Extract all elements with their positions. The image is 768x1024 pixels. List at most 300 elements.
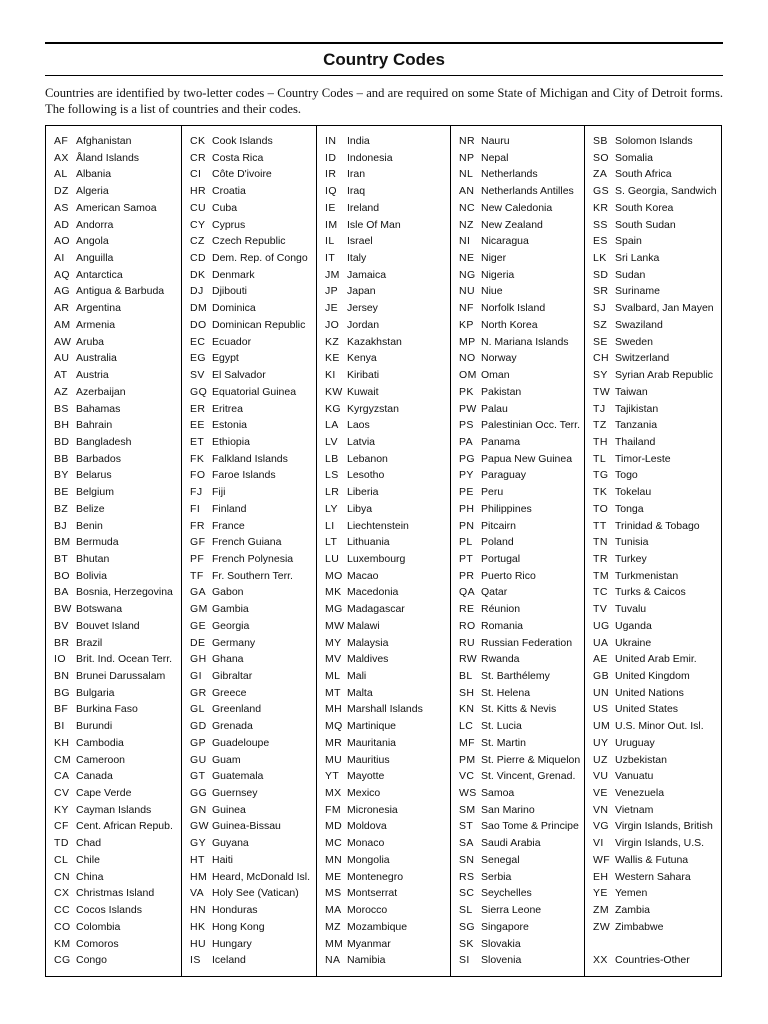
- country-code: PT: [459, 552, 474, 565]
- country-entry: [459, 869, 584, 886]
- country-entry: [190, 568, 316, 585]
- country-name: Solomon Islands: [615, 135, 693, 147]
- country-code: ML: [325, 670, 341, 682]
- country-code: TM: [593, 569, 609, 582]
- country-code: MX: [325, 787, 342, 800]
- country-code: MU: [325, 753, 343, 766]
- country-code: KY: [54, 803, 69, 816]
- country-entry: [325, 701, 450, 718]
- country-entry: [593, 317, 721, 334]
- country-code: AZ: [54, 385, 69, 398]
- country-code: NG: [459, 268, 476, 281]
- country-code: CM: [54, 753, 72, 766]
- country-name: United States: [615, 703, 679, 716]
- country-name: Greenland: [212, 703, 262, 716]
- country-code: BF: [54, 703, 69, 716]
- country-name: Suriname: [615, 285, 660, 298]
- country-code: BM: [54, 536, 71, 549]
- country-entry: [593, 668, 721, 685]
- country-code: UY: [593, 736, 609, 749]
- country-name: Turks & Caicos: [615, 586, 686, 599]
- country-code: BH: [54, 419, 70, 432]
- country-entry: [54, 852, 181, 869]
- country-entry: [190, 300, 316, 317]
- country-code: AR: [54, 302, 70, 315]
- country-code: SI: [459, 954, 470, 967]
- country-name: Sao Tome & Principe: [481, 820, 579, 833]
- country-entry: [459, 768, 584, 785]
- country-entry: [190, 785, 316, 802]
- country-name: Anguilla: [76, 252, 114, 265]
- country-name: St. Vincent, Grenad.: [481, 770, 576, 783]
- country-entry: [593, 735, 721, 752]
- country-name: Panama: [481, 435, 521, 448]
- country-code: ZA: [593, 168, 608, 181]
- country-entry: [325, 818, 450, 835]
- country-code: DJ: [190, 285, 204, 298]
- country-name: Brunei Darussalam: [76, 670, 166, 682]
- country-entry: [325, 735, 450, 752]
- country-entry: [325, 233, 450, 250]
- country-entry: [325, 166, 450, 183]
- country-name: Uruguay: [615, 736, 655, 749]
- country-name: Kenya: [347, 352, 377, 365]
- country-name: El Salvador: [212, 369, 266, 382]
- country-name: Libya: [347, 502, 373, 515]
- country-entry: [593, 451, 721, 468]
- country-entry: [190, 334, 316, 351]
- country-name: Antigua & Barbuda: [76, 285, 165, 298]
- country-name: Zimbabwe: [615, 920, 664, 933]
- country-code: LU: [325, 552, 340, 565]
- country-code: PS: [459, 419, 474, 432]
- country-name: Isle Of Man: [347, 218, 401, 231]
- country-code: JO: [325, 318, 340, 331]
- country-entry: [459, 233, 584, 250]
- country-name: Russian Federation: [481, 636, 573, 649]
- country-name: St. Kitts & Nevis: [481, 703, 557, 716]
- country-name: Australia: [76, 352, 117, 365]
- country-code: FM: [325, 803, 341, 816]
- country-name: Malta: [347, 686, 373, 699]
- country-code: IO: [54, 653, 66, 666]
- country-entry: [190, 417, 316, 434]
- country-entry: [325, 936, 450, 953]
- country-entry: [459, 551, 584, 568]
- country-name: Sri Lanka: [615, 252, 660, 265]
- country-name: Nicaragua: [481, 235, 529, 248]
- country-name: Georgia: [212, 619, 250, 632]
- country-code: HU: [190, 937, 206, 950]
- country-name: Bhutan: [76, 552, 110, 565]
- country-code: AI: [54, 252, 65, 265]
- country-name: Falkland Islands: [212, 452, 288, 465]
- country-name: Kyrgyzstan: [347, 402, 399, 415]
- country-code: MF: [459, 736, 475, 749]
- country-code: DM: [190, 302, 208, 315]
- country-code: NE: [459, 252, 475, 265]
- country-entry: [190, 551, 316, 568]
- country-entry: [459, 635, 584, 652]
- country-name: Fr. Southern Terr.: [212, 569, 293, 582]
- country-entry: [190, 701, 316, 718]
- country-code: PN: [459, 519, 475, 532]
- country-code: TR: [593, 552, 608, 565]
- country-entry: [459, 350, 584, 367]
- country-code: KW: [325, 385, 343, 398]
- country-entry: [593, 334, 721, 351]
- country-name: Slovakia: [481, 937, 521, 950]
- country-code: LI: [325, 519, 335, 532]
- country-code: PA: [459, 435, 474, 448]
- country-name: Bulgaria: [76, 686, 115, 699]
- country-entry: [593, 501, 721, 518]
- country-name: Egypt: [212, 352, 239, 365]
- country-entry: [459, 785, 584, 802]
- country-entry: [325, 869, 450, 886]
- country-code: CF: [54, 820, 69, 833]
- country-code: KI: [325, 369, 336, 382]
- country-code: SV: [190, 369, 205, 382]
- country-entry: [190, 735, 316, 752]
- country-code: NL: [459, 168, 474, 181]
- country-entry: [190, 518, 316, 535]
- country-code: GS: [593, 185, 609, 198]
- country-entry: [54, 401, 181, 418]
- country-name: Honduras: [212, 904, 258, 917]
- country-name: Syrian Arab Republic: [615, 369, 714, 382]
- country-code: NO: [459, 352, 476, 365]
- country-entry: [593, 936, 721, 953]
- country-code: GL: [190, 703, 205, 716]
- country-code: SG: [459, 920, 475, 933]
- country-code: TW: [593, 385, 611, 398]
- country-name: Paraguay: [481, 469, 526, 482]
- country-name: Côte D'ivoire: [212, 168, 272, 181]
- country-code: IN: [325, 135, 337, 147]
- country-code: KN: [459, 703, 475, 716]
- country-entry: [54, 250, 181, 267]
- country-entry: [54, 936, 181, 953]
- country-code: RW: [459, 653, 478, 666]
- country-entry: [190, 651, 316, 668]
- country-name: St. Barthélemy: [481, 670, 550, 682]
- country-code: SD: [593, 268, 609, 281]
- country-name: Bosnia, Herzegovina: [76, 586, 173, 599]
- country-entry: [325, 451, 450, 468]
- country-name: Countries-Other: [615, 954, 690, 967]
- country-code: BI: [54, 720, 65, 733]
- page-title: Country Codes: [323, 50, 445, 69]
- country-name: Botswana: [76, 603, 123, 616]
- country-name: Togo: [615, 469, 638, 482]
- country-code: AD: [54, 218, 70, 231]
- country-name: Uzbekistan: [615, 753, 667, 766]
- country-code: US: [593, 703, 609, 716]
- country-name: Réunion: [481, 603, 521, 616]
- country-code: CN: [54, 870, 70, 883]
- country-entry: [459, 936, 584, 953]
- country-code: CO: [54, 920, 71, 933]
- country-entry: [190, 668, 316, 685]
- country-name: India: [347, 135, 370, 147]
- country-code: WF: [593, 853, 611, 866]
- country-name: Guyana: [212, 837, 249, 850]
- country-code: AO: [54, 235, 70, 248]
- country-code: CY: [190, 218, 206, 231]
- country-code: SK: [459, 937, 474, 950]
- country-name: Sweden: [615, 335, 653, 348]
- country-name: Lesotho: [347, 469, 385, 482]
- country-entry: [593, 250, 721, 267]
- country-name: Algeria: [76, 185, 109, 198]
- country-name: France: [212, 519, 245, 532]
- country-code: BR: [54, 636, 70, 649]
- country-name: Cocos Islands: [76, 904, 142, 917]
- country-code: TV: [593, 603, 608, 616]
- country-name: Spain: [615, 235, 642, 248]
- country-entry: [190, 885, 316, 902]
- country-entry: [325, 401, 450, 418]
- country-entry: [459, 367, 584, 384]
- country-name: Tajikistan: [615, 402, 659, 415]
- country-entry: [54, 317, 181, 334]
- country-code: TK: [593, 486, 608, 499]
- country-code: QA: [459, 586, 475, 599]
- country-entry: [325, 217, 450, 234]
- country-code: EE: [190, 419, 205, 432]
- country-name: Eritrea: [212, 402, 243, 415]
- country-entry: [54, 283, 181, 300]
- country-code: IR: [325, 168, 337, 181]
- country-name: Zambia: [615, 904, 651, 917]
- country-code: PW: [459, 402, 477, 415]
- country-entry: [325, 417, 450, 434]
- country-name: Malawi: [347, 619, 380, 632]
- country-code: NR: [459, 135, 475, 147]
- country-entry: [54, 217, 181, 234]
- country-name: St. Helena: [481, 686, 531, 699]
- country-name: Jordan: [347, 318, 380, 331]
- country-entry: [54, 584, 181, 601]
- country-entry: [593, 752, 721, 769]
- country-entry: [459, 534, 584, 551]
- country-code: FK: [190, 452, 205, 465]
- country-entry: [325, 267, 450, 284]
- country-code: GG: [190, 787, 208, 800]
- country-code: SS: [593, 218, 608, 231]
- country-name: Macedonia: [347, 586, 399, 599]
- country-code: CU: [190, 201, 206, 214]
- country-entry: [325, 584, 450, 601]
- country-name: Canada: [76, 770, 113, 783]
- country-entry: [593, 518, 721, 535]
- country-name: Congo: [76, 954, 107, 967]
- country-entry: [54, 551, 181, 568]
- country-code: MG: [325, 603, 343, 616]
- country-name: Tunisia: [615, 536, 649, 549]
- country-code: KP: [459, 318, 474, 331]
- country-entry: [593, 618, 721, 635]
- country-name: Mauritania: [347, 736, 397, 749]
- country-entry: [593, 267, 721, 284]
- country-name: Venezuela: [615, 787, 665, 800]
- country-name: Madagascar: [347, 603, 405, 616]
- country-name: Niger: [481, 252, 507, 265]
- country-entry: [459, 434, 584, 451]
- country-entry: [190, 835, 316, 852]
- country-entry: [593, 200, 721, 217]
- country-code: EH: [593, 870, 609, 883]
- country-code: SC: [459, 887, 475, 900]
- country-name: Tuvalu: [615, 603, 647, 616]
- country-name: Gibraltar: [212, 670, 253, 682]
- country-name: Poland: [481, 536, 514, 549]
- country-entry: [54, 919, 181, 936]
- country-column-1: [46, 126, 182, 976]
- country-name: French Polynesia: [212, 552, 294, 565]
- country-entry: [459, 701, 584, 718]
- country-code: LA: [325, 419, 339, 432]
- country-column-3: [317, 126, 451, 976]
- country-code: JP: [325, 285, 339, 298]
- country-entry: [54, 300, 181, 317]
- country-entry: [459, 668, 584, 685]
- country-entry: [54, 618, 181, 635]
- country-entry: [459, 250, 584, 267]
- country-entry: [190, 150, 316, 167]
- country-code: EC: [190, 335, 206, 348]
- country-entry: [325, 768, 450, 785]
- country-name: Albania: [76, 168, 112, 181]
- country-code: IQ: [325, 185, 337, 198]
- country-code: ZM: [593, 904, 609, 917]
- country-entry: [54, 150, 181, 167]
- country-entry: [325, 200, 450, 217]
- country-name: Malaysia: [347, 636, 389, 649]
- country-name: Iran: [347, 168, 366, 181]
- country-name: Dominica: [212, 302, 256, 315]
- country-name: Equatorial Guinea: [212, 385, 297, 398]
- country-entry: [54, 501, 181, 518]
- country-name: Montserrat: [347, 887, 398, 900]
- country-code: TN: [593, 536, 608, 549]
- country-entry: [593, 434, 721, 451]
- country-entry: [54, 835, 181, 852]
- country-name: Sudan: [615, 268, 646, 281]
- country-name: Haiti: [212, 853, 234, 866]
- country-code: SH: [459, 686, 475, 699]
- country-name: S. Georgia, Sandwich: [615, 185, 717, 198]
- country-entry: [325, 835, 450, 852]
- country-entry: [459, 283, 584, 300]
- country-code: NP: [459, 151, 475, 164]
- country-entry: [54, 484, 181, 501]
- country-code: TJ: [593, 402, 606, 415]
- country-code: CR: [190, 151, 206, 164]
- country-entry: [459, 802, 584, 819]
- country-entry: [54, 417, 181, 434]
- country-code: TO: [593, 502, 609, 515]
- country-code: BV: [54, 619, 69, 632]
- country-name: Thailand: [615, 435, 656, 448]
- country-name: Namibia: [347, 954, 386, 967]
- country-name: Bahamas: [76, 402, 121, 415]
- country-code: LS: [325, 469, 339, 482]
- country-entry: [459, 451, 584, 468]
- country-name: United Nations: [615, 686, 684, 699]
- country-code: VI: [593, 837, 604, 850]
- country-entry: [190, 317, 316, 334]
- country-code: AS: [54, 201, 69, 214]
- country-entry: [593, 150, 721, 167]
- country-name: Colombia: [76, 920, 121, 933]
- country-name: St. Pierre & Miquelon: [481, 753, 581, 766]
- country-entry: [459, 584, 584, 601]
- country-name: Netherlands Antilles: [481, 185, 574, 198]
- country-entry: [593, 584, 721, 601]
- country-code: MS: [325, 887, 342, 900]
- country-entry: [190, 635, 316, 652]
- country-code: RU: [459, 636, 475, 649]
- country-code: SJ: [593, 302, 607, 315]
- country-code: LY: [325, 502, 338, 515]
- country-code: GP: [190, 736, 206, 749]
- country-name: Iraq: [347, 185, 366, 198]
- country-name: Burkina Faso: [76, 703, 138, 716]
- country-code: [593, 936, 615, 953]
- country-name: Italy: [347, 252, 367, 265]
- country-entry: [54, 601, 181, 618]
- country-code: ET: [190, 435, 205, 448]
- country-entry: [190, 250, 316, 267]
- country-code: MN: [325, 853, 343, 866]
- country-entry: [325, 718, 450, 735]
- country-entry: [190, 451, 316, 468]
- country-name: Guam: [212, 753, 241, 766]
- country-entry: [593, 852, 721, 869]
- country-name: Mexico: [347, 787, 381, 800]
- country-entry: [325, 601, 450, 618]
- country-code: GD: [190, 720, 207, 733]
- country-entry: [325, 635, 450, 652]
- country-name: Wallis & Futuna: [615, 853, 689, 866]
- country-entry: [325, 283, 450, 300]
- country-code-table: [45, 125, 722, 977]
- country-code: BT: [54, 552, 69, 565]
- country-name: Yemen: [615, 887, 648, 900]
- country-name: Fiji: [212, 486, 226, 499]
- country-entry: [325, 885, 450, 902]
- country-name: Jamaica: [347, 268, 387, 281]
- country-code: GH: [190, 653, 207, 666]
- country-name: Chile: [76, 853, 100, 866]
- country-entry: [593, 166, 721, 183]
- country-code: NA: [325, 954, 341, 967]
- intro-paragraph: Countries are identified by two-letter codes – Country Codes – and are required on some State of Michigan and City of Detroit forms. The following is a list of countries and their codes.: [45, 86, 723, 116]
- country-name: Uganda: [615, 619, 652, 632]
- country-code: DO: [190, 318, 207, 331]
- country-code: JE: [325, 302, 339, 315]
- country-name: Western Sahara: [615, 870, 691, 883]
- country-name: Guatemala: [212, 770, 264, 783]
- country-name: Norway: [481, 352, 517, 365]
- country-code: ID: [325, 151, 337, 164]
- country-entry: [54, 635, 181, 652]
- country-entry: [325, 534, 450, 551]
- country-code: MW: [325, 619, 345, 632]
- country-name: Mongolia: [347, 853, 390, 866]
